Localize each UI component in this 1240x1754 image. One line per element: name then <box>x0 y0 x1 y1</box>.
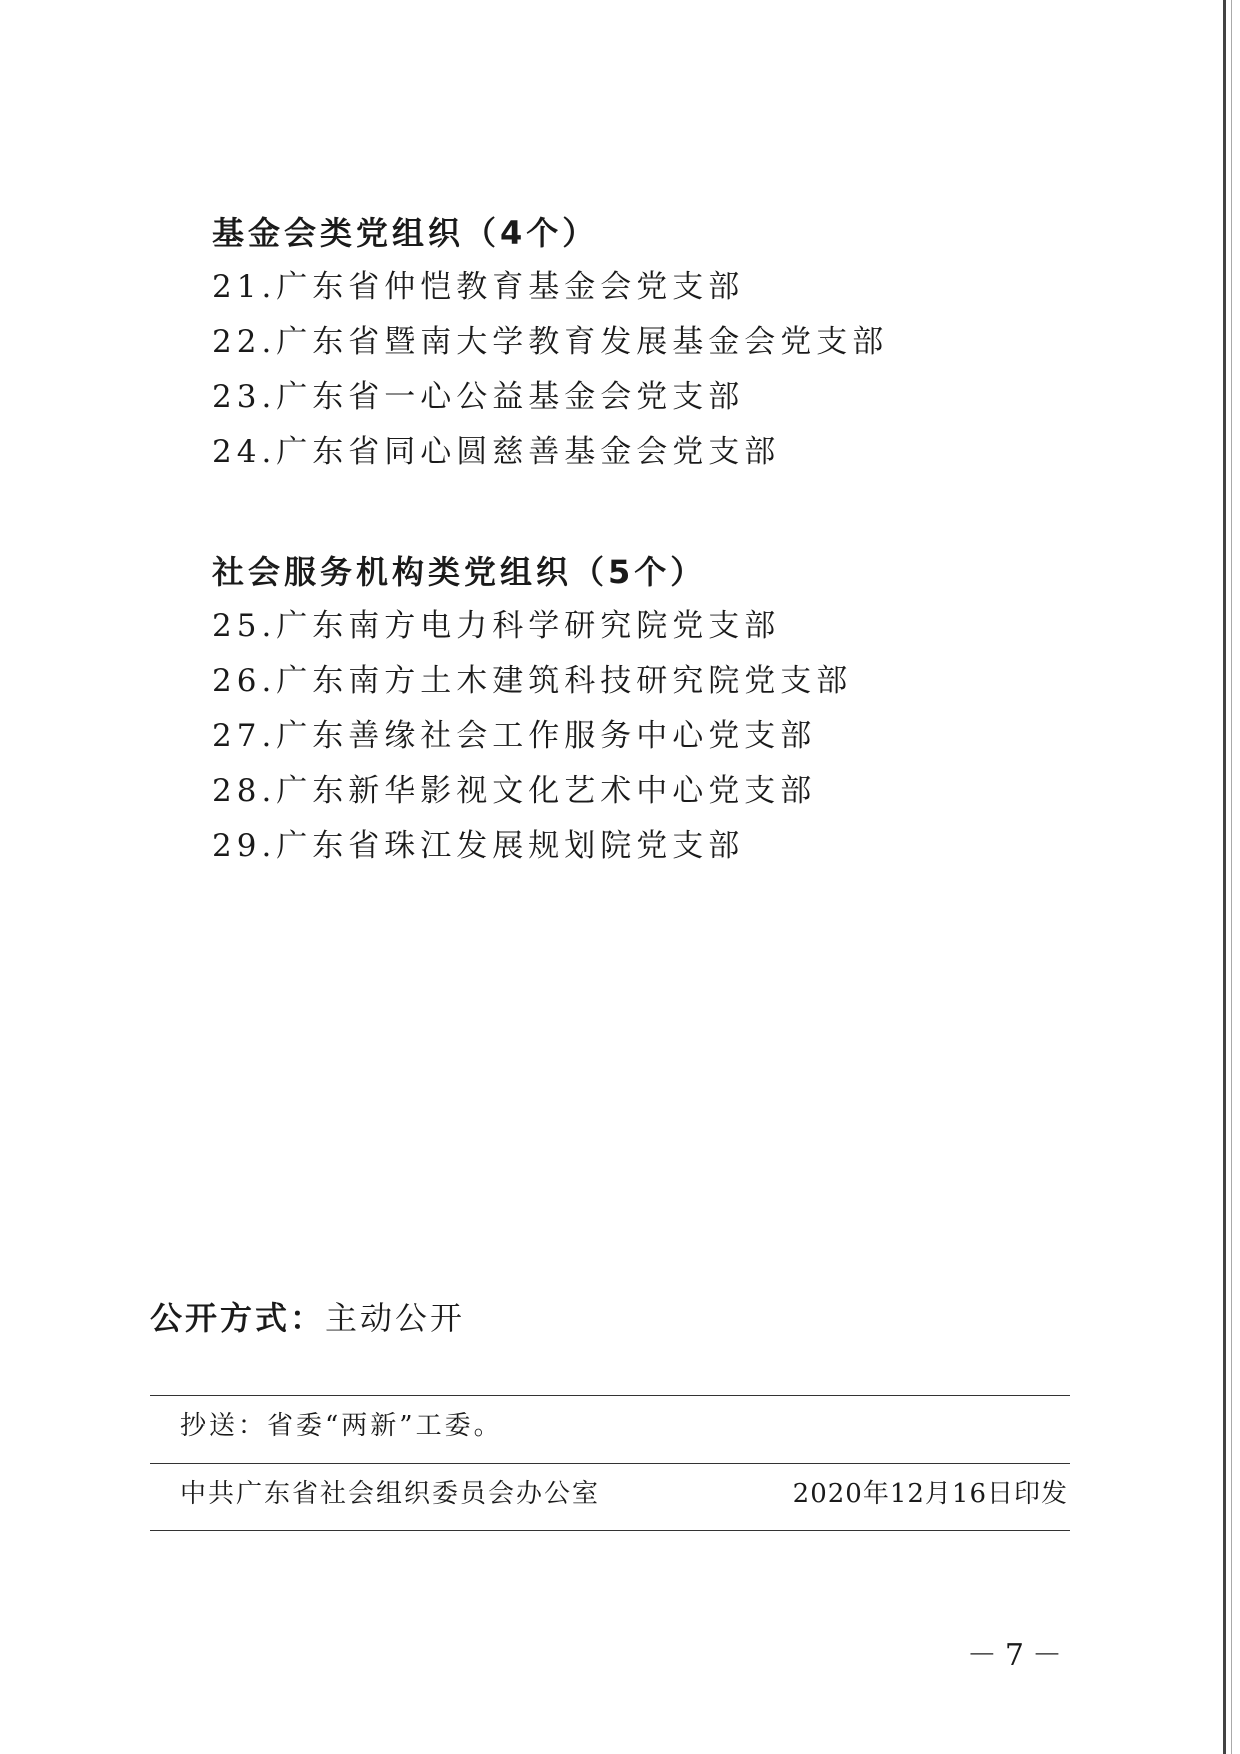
footer-rule-middle <box>150 1463 1070 1464</box>
list-item: 25.广东南方电力科学研究院党支部 <box>212 608 781 644</box>
list-item: 27.广东善缘社会工作服务中心党支部 <box>212 718 817 754</box>
cc-recipients: 抄送：省委“两新”工委。 <box>180 1411 503 1441</box>
issuing-office: 中共广东省社会组织委员会办公室 <box>180 1479 601 1509</box>
scan-edge-line <box>1223 0 1226 1754</box>
section-title: 基金会类党组织（4个） <box>212 214 599 252</box>
list-item: 29.广东省珠江发展规划院党支部 <box>212 828 745 864</box>
list-item: 21.广东省仲恺教育基金会党支部 <box>212 269 745 305</box>
list-item: 22.广东省暨南大学教育发展基金会党支部 <box>212 324 889 360</box>
disclosure-label: 公开方式： <box>150 1299 326 1337</box>
footer-rule-top <box>150 1395 1070 1396</box>
section-social-service-orgs <box>212 545 852 874</box>
list-item: 23.广东省一心公益基金会党支部 <box>212 379 745 415</box>
footer-rule-bottom <box>150 1530 1070 1531</box>
scan-edge-line-secondary <box>1231 0 1232 1754</box>
section-title: 社会服务机构类党组织（5个） <box>212 553 707 591</box>
list-item: 24.广东省同心圆慈善基金会党支部 <box>212 434 781 470</box>
page-number: －7－ <box>966 1638 1070 1673</box>
disclosure-method <box>150 1293 465 1339</box>
disclosure-value: 主动公开 <box>325 1299 466 1337</box>
section-foundations <box>212 206 888 480</box>
issue-date: 2020年12月16日印发 <box>792 1479 1068 1509</box>
list-item: 26.广东南方土木建筑科技研究院党支部 <box>212 663 853 699</box>
list-item: 28.广东新华影视文化艺术中心党支部 <box>212 773 817 809</box>
